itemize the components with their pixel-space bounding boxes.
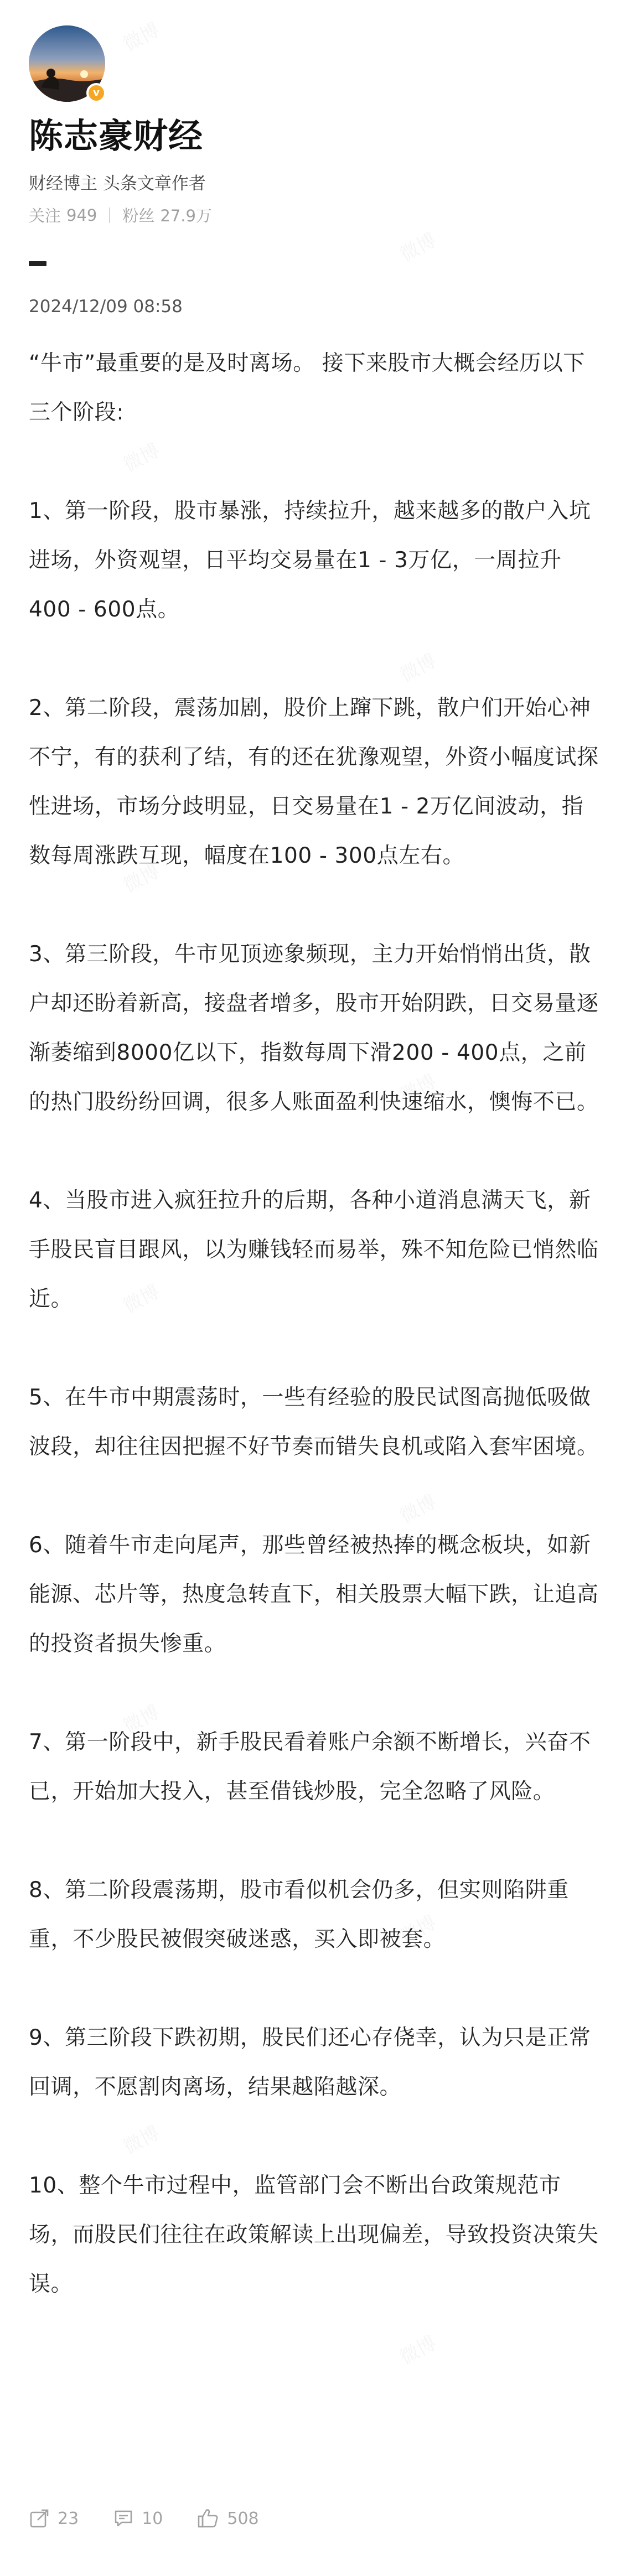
watermark [394,225,440,267]
comment-icon [113,2508,134,2529]
follow-label: 关注 [29,206,61,225]
share-button[interactable] [29,2508,79,2529]
article-paragraph: 5、在牛市中期震荡时，一些有经验的股民试图高抛低吸做波段，却往往因把握不好节奏而错失良机或陷入套牢困境。 [29,1385,599,1459]
author-description: 财经博主 头条文章作者 [29,174,206,194]
stats-divider [109,208,110,223]
article-paragraph: 6、随着牛市走向尾声，那些曾经被热捧的概念板块，如新能源、芯片等，热度急转直下，相关股票大幅下跌，让追高的投资者损失惨重。 [29,1533,599,1656]
follow-count: 949 [66,205,97,225]
article-paragraph: 3、第三阶段，牛市见顶迹象频现，主力开始悄悄出货，散户却还盼着新高，接盘者增多，股市开始阴跌，日交易量逐渐萎缩到8000亿以下，指数每周下滑200 - 400点，之前的热门股纷纷回调，很多人账面盈利快速缩水，懊悔不已。 [29,942,599,1115]
comment-button[interactable] [113,2508,163,2529]
share-count: 23 [58,2508,79,2528]
fans-label: 粉丝 [122,206,155,225]
article-paragraph: 10、整个牛市过程中，监管部门会不断出台政策规范市场，而股民们往往在政策解读上出现偏差，导致投资决策失误。 [29,2173,599,2297]
article-paragraph: “牛市”最重要的是及时离场。 接下来股市大概会经历以下三个阶段: [29,351,586,425]
article-body [29,339,600,2358]
author-stats [29,204,212,226]
article-paragraph: 2、第二阶段，震荡加剧，股价上蹿下跳，散户们开始心神不宁，有的获利了结，有的还在犹豫观望，外资小幅度试探性进场，市场分歧明显，日交易量在1 - 2万亿间波动，指数每周涨跌互现，幅度在100 - 300点左右。 [29,696,599,868]
article-paragraph: 1、第一阶段，股市暴涨，持续拉升，越来越多的散户入坑进场，外资观望，日平均交易量在1 - 3万亿，一周拉升400 - 600点。 [29,499,591,622]
watermark [117,15,163,56]
comment-count: 10 [142,2508,163,2528]
article-paragraph: 8、第二阶段震荡期，股市看似机会仍多，但实则陷阱重重，不少股民被假突破迷惑，买入即被套。 [29,1878,569,1952]
author-name[interactable]: 陈志豪财经 [29,116,204,156]
section-marker [29,261,46,266]
article-paragraph: 9、第三阶段下跌初期，股民们还心存侥幸，认为只是正常回调，不愿割肉离场，结果越陷越深。 [29,2025,591,2100]
article-paragraph: 7、第一阶段中，新手股民看着账户余额不断增长，兴奋不已，开始加大投入，甚至借钱炒股，完全忽略了风险。 [29,1730,591,1804]
publish-time: 2024/12/09 08:58 [29,297,183,317]
action-bar [29,2508,293,2529]
fans-count: 27.9万 [160,206,212,225]
verified-badge-icon: v [86,83,106,103]
like-count: 508 [227,2508,259,2528]
share-icon [29,2508,50,2529]
like-icon [197,2508,219,2529]
like-button[interactable] [197,2508,258,2529]
article-paragraph: 4、当股市进入疯狂拉升的后期，各种小道消息满天飞，新手股民盲目跟风，以为赚钱轻而易举，殊不知危险已悄然临近。 [29,1188,599,1312]
